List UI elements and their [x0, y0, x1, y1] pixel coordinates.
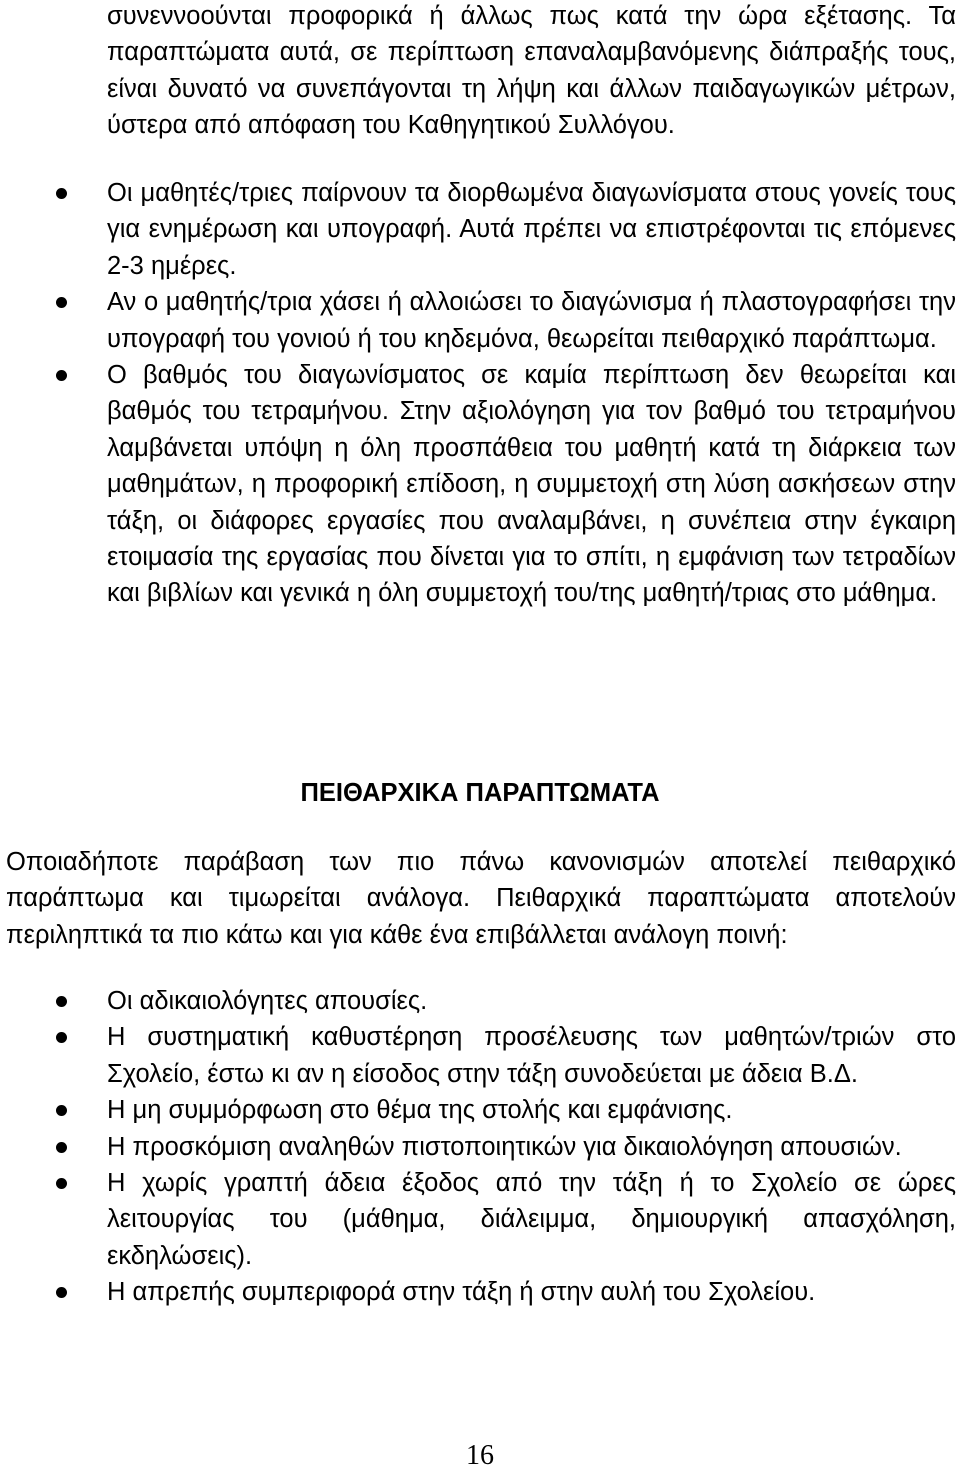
list-item: [0, 1092, 956, 1128]
bullet-icon: [56, 297, 67, 308]
bullet-icon: [56, 188, 67, 199]
list-item-text: Η απρεπής συμπεριφορά στην τάξη ή στην αυλή του Σχολείου.: [107, 1278, 816, 1307]
list-item: [0, 1165, 956, 1274]
intro-paragraph: συνεννοούνται προφορικά ή άλλως πως κατά την ώρα εξέτασης. Τα παραπτώματα αυτά, σε περίπτωση επαναλαμβανόμενης διάπραξής τους, είναι δυνατό να συνεπάγονται τη λήψη και άλλων παιδαγωγικών μέτρων, ύστερα από απόφαση του Καθηγητικού Συλλόγου.: [107, 2, 956, 140]
section-paragraph: Οποιαδήποτε παράβαση των πιο πάνω κανονισμών αποτελεί πειθαρχικό παράπτωμα και τιμωρείται ανάλογα. Πειθαρχικά παραπτώματα αποτελούν περιληπτικά τα πιο κάτω και για κάθε ένα επιβάλλεται ανάλογη ποινή:: [6, 848, 956, 949]
list-item-text: Η μη συμμόρφωση στο θέμα της στολής και εμφάνισης.: [107, 1096, 733, 1125]
list-item-text: Οι μαθητές/τριες παίρνουν τα διορθωμένα διαγωνίσματα στους γονείς τους για ενημέρωση και υπογραφή. Αυτά πρέπει να επιστρέφονται τις επόμενες 2-3 ημέρες.: [107, 179, 956, 280]
section-heading: ΠΕΙΘΑΡΧΙΚΑ ΠΑΡΑΠΤΩΜΑΤΑ: [300, 779, 660, 807]
list-item-text: Αν ο μαθητής/τρια χάσει ή αλλοιώσει το διαγώνισμα ή πλαστογραφήσει την υπογραφή του γονιού ή του κηδεμόνα, θεωρείται πειθαρχικό παράπτωμα.: [107, 288, 956, 353]
page-number: 16: [466, 1440, 494, 1471]
bullet-icon: [56, 1178, 67, 1189]
bullet-icon: [56, 1105, 67, 1116]
list-item: [0, 1129, 956, 1165]
list-item: [0, 357, 956, 612]
bottom-bullet-list: [0, 983, 960, 1311]
top-bullet-list: [0, 175, 960, 612]
list-item-text: Η χωρίς γραπτή άδεια έξοδος από την τάξη ή το Σχολείο σε ώρες λειτουργίας του (μάθημα, διάλειμμα, δημιουργική απασχόληση, εκδηλώσεις).: [107, 1169, 956, 1270]
bullet-icon: [56, 1287, 67, 1298]
list-item: [0, 175, 956, 284]
list-item-text: Οι αδικαιολόγητες απουσίες.: [107, 987, 428, 1015]
list-item-text: Η προσκόμιση αναληθών πιστοποιητικών για δικαιολόγηση απουσιών.: [107, 1132, 902, 1161]
list-item: [0, 983, 956, 1019]
list-item-text: Ο βαθμός του διαγωνίσματος σε καμία περίπτωση δεν θεωρείται και βαθμός του τετραμήνου. Στην αξιολόγηση για τον βαθμό του τετραμήνου λαμβάνεται υπόψη η όλη προσπάθεια του μαθητή κατά τη διάρκεια των μαθημάτων, η προφορική επίδοση, η συμμετοχή στη λύση ασκήσεων στην τάξη, οι διάφορες εργασίες που αναλαμβάνει, η συνέπεια στην έγκαιρη ετοιμασία της εργασίας που δίνεται για το σπίτι, η εμφάνιση των τετραδίων και βιβλίων και γενικά η όλη συμμετοχή του/της μαθητή/τριας στο μάθημα.: [107, 361, 956, 608]
list-item-text: Η συστηματική καθυστέρηση προσέλευσης των μαθητών/τριών στο Σχολείο, έστω κι αν η είσοδος στην τάξη συνοδεύεται με άδεια Β.Δ.: [107, 1023, 956, 1088]
list-item: [0, 1019, 956, 1092]
bullet-icon: [56, 1032, 67, 1043]
bullet-icon: [56, 1142, 67, 1153]
bullet-icon: [56, 996, 67, 1007]
list-item: [0, 1274, 956, 1310]
list-item: [0, 284, 956, 357]
bullet-icon: [56, 370, 67, 381]
